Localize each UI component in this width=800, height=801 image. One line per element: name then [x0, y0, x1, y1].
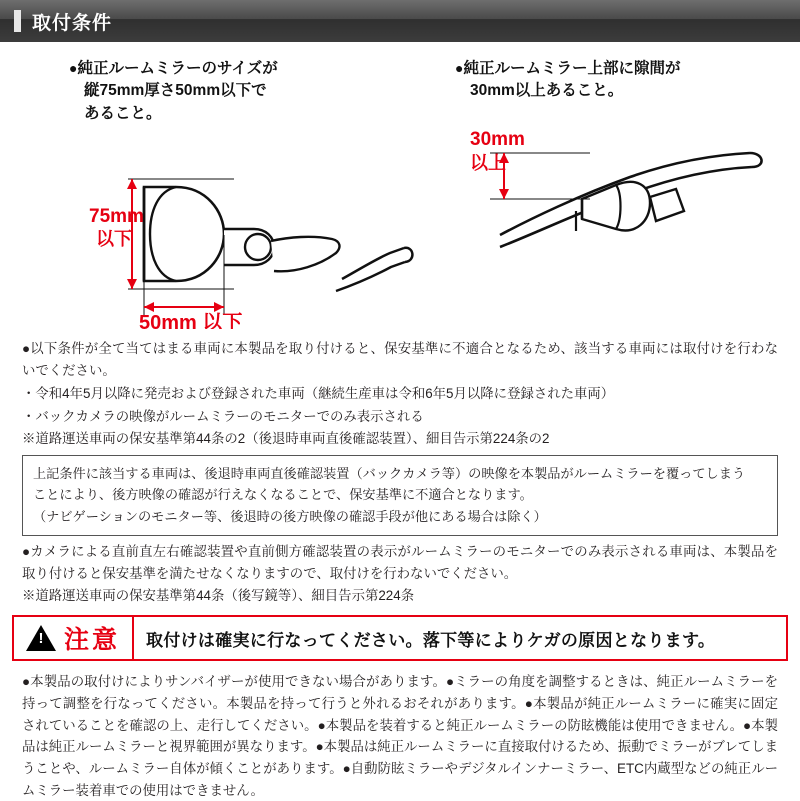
- condition-2: [400, 58, 776, 334]
- body-bullet-1: ・令和4年5月以降に発売および登録された車両（継続生産車は令和6年5月以降に登録された車両）: [22, 385, 615, 401]
- condition-2-line1: 純正ルームミラー上部に隙間が: [463, 60, 681, 77]
- condition-1: [24, 58, 400, 334]
- mirror-gap-diagram: [470, 107, 776, 312]
- condition-2-line2: 30mm以上あること。: [470, 82, 624, 100]
- bullet-icon: ●: [69, 60, 78, 76]
- body-note-ref-1: ※道路運送車両の保安基準第44条の2（後退時車両直後確認装置）、細目告示第224条の2: [22, 431, 550, 447]
- body-bullet-2: ・バックカメラの映像がルームミラーのモニターでのみ表示される: [22, 408, 424, 424]
- bullet-icon: ●: [455, 60, 464, 76]
- caution-message: 取付けは確実に行なってください。落下等によりケガの原因となります。: [146, 630, 716, 650]
- diagram-section: [0, 42, 800, 334]
- dim-vertical-value: 75mm: [89, 206, 144, 228]
- body-section: [0, 334, 800, 607]
- condition-2-title: [455, 58, 776, 103]
- caution-label: 注意: [64, 626, 121, 655]
- note-box-line-2: ことにより、後方映像の確認が行えなくなることで、保安基準に不適合となります。: [33, 487, 533, 503]
- caution-box: [12, 615, 788, 661]
- dim-horizontal-value: 50mm 以下: [139, 312, 243, 330]
- condition-1-line1: 純正ルームミラーのサイズが: [77, 60, 278, 77]
- dim-gap-limit: 以上: [470, 152, 506, 173]
- condition-1-line2: 縦75mm厚さ50mm以下で: [84, 82, 267, 100]
- body-para-2: ●カメラによる直前直左右確認装置や直前側方確認装置の表示がルームミラーのモニターでのみ表示される車両は、本製品を取り付けると保安基準を満たせなくなりますので、取付けを行わないでください。: [22, 544, 778, 581]
- dim-vertical-limit: 以下: [96, 229, 132, 250]
- body-note-ref-2: ※道路運送車両の保安基準第44条（後写鏡等）、細目告示第224条: [22, 588, 415, 604]
- mirror-size-diagram: [84, 129, 400, 334]
- footer-section: [0, 669, 800, 801]
- note-box: [22, 455, 778, 536]
- body-para-1: ●以下条件が全て当てはまる車両に本製品を取り付けると、保安基準に不適合となるため、該当する車両には取付けを行わないでください。: [22, 341, 778, 379]
- header-accent-bar: [14, 10, 21, 32]
- dim-gap-value: 30mm: [470, 128, 525, 150]
- caution-label-group: [14, 620, 130, 656]
- condition-1-line3: あること。: [84, 104, 162, 122]
- section-header: [0, 0, 800, 42]
- condition-1-title: [69, 58, 400, 125]
- note-box-line-3: （ナビゲーションのモニター等、後退時の後方映像の確認手段が他にある場合は除く）: [33, 508, 547, 524]
- note-box-line-1: 上記条件に該当する車両は、後退時車両直後確認装置（バックカメラ等）の映像を本製品がルームミラーを覆ってしまう: [33, 465, 746, 481]
- warning-triangle-icon: [26, 625, 56, 651]
- page-title: 取付条件: [32, 12, 113, 34]
- footer-notes: ●本製品の取付けによりサンバイザーが使用できない場合があります。●ミラーの角度を調整するときは、純正ルームミラーを持って調整を行なってください。本製品を持って行うと外れるおそれがあります。●本製品が純正ルームミラーに確実に固定されていることを確認の上、走行してください。●本製品を装着すると純正ルームミラーの防眩機能は使用できません。●本製品は純正ルームミラーと視界範囲が異なります。●本製品は純正ルームミラーに直接取付けるため、振動でミラーがブレてしまうことや、ルームミラー自体が傾くことがあります。●自動防眩ミラーやデジタルインナーミラー、ETC内蔵型などの純正ルームミラー装着車での使用はできません。: [22, 674, 778, 798]
